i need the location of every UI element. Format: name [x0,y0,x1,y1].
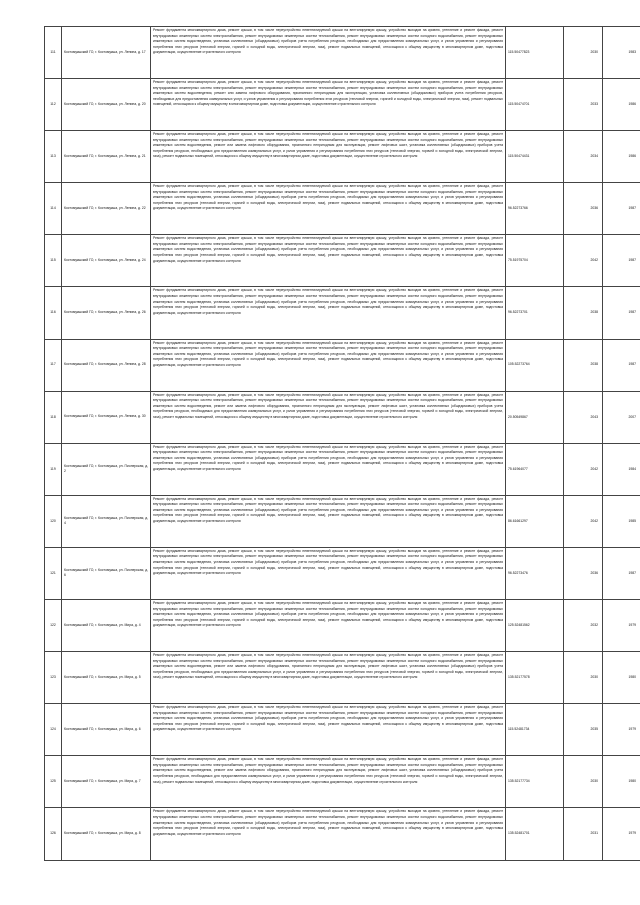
row-number: 124 [45,704,62,756]
table-body [45,27,640,861]
table-row [45,235,640,287]
table-row [45,79,640,131]
row-address: Костомукшский ГО, г. Костомукша, ул. Ленина, д. 17 [62,27,151,79]
row-address: Костомукшский ГО, г. Костомукша, ул. Ленина, д. 30 [62,391,151,443]
row-repair-year: 2042 [564,235,603,287]
row-works: Ремонт фундамента многоквартирного дома, ремонт крыши, в том числе переустройство невентилируемой крыши на вентилируемую крышу, устройство выходов на кровлю, утепление и ремонт фасада, ремонт внутридомовых инженерных систем электроснабжения, ремонт внутридомовых инженерных систем теплоснабжения, ремонт внутридомовых инженерных систем холодного водоснабжения, ремонт внутридомовых инженерных систем водоотведения, ремонт или замена лифтового оборудования, признанного непригодным для эксплуатации, ремонт лифтовых шахт, установка коллективных (общедомовых) приборов учета потребления ресурсов, необходимых для предоставления коммунальных услуг, и узлов управления и регулирования потребления этих ресурсов (тепловой энергии, горячей и холодной воды, электрической энергии, газа), ремонт подвальных помещений, относящихся к общему имуществу в многоквартирном доме, подготовка документации, осуществление строительного контроля [151,652,506,704]
row-repair-year: 2033 [564,79,603,131]
row-repair-year: 2036 [564,183,603,235]
table-row [45,391,640,443]
row-works: Ремонт фундамента многоквартирного дома, ремонт крыши, в том числе переустройство невентилируемой крыши на вентилируемую крышу, устройство выходов на кровлю, утепление и ремонт фасада, ремонт внутридомовых инженерных систем электроснабжения, ремонт внутридомовых инженерных систем теплоснабжения, ремонт внутридомовых инженерных систем холодного водоснабжения, ремонт внутридомовых инженерных систем водоотведения, установка коллективных (общедомовых) приборов учета потребления ресурсов, необходимых для предоставления коммунальных услуг, и узлов управления и регулирования потребления этих ресурсов (тепловой энергии, горячей и холодной воды, электрической энергии, газа), ремонт подвальных помещений, относящихся к общему имуществу в многоквартирном доме, подготовка документации, осуществление строительного контроля [151,443,506,495]
row-address: Костомукшский ГО, г. Костомукша, ул. Ленина, д. 28 [62,339,151,391]
row-works: Ремонт фундамента многоквартирного дома, ремонт крыши, в том числе переустройство невентилируемой крыши на вентилируемую крышу, устройство выходов на кровлю, утепление и ремонт фасада, ремонт внутридомовых инженерных систем электроснабжения, ремонт внутридомовых инженерных систем теплоснабжения, ремонт внутридомовых инженерных систем холодного водоснабжения, ремонт внутридомовых инженерных систем водоотведения, ремонт или замена лифтового оборудования, признанного непригодным для эксплуатации, установка коллективных (общедомовых) приборов учета потребления ресурсов, необходимых для предоставления коммунальных услуг, и узлов управления и регулирования потребления этих ресурсов (тепловой энергии, горячей и холодной воды, электрической энергии, газа), ремонт подвальных помещений, относящихся к общему имуществу в многоквартирном доме, подготовка документации, осуществление строительного контроля [151,79,506,131]
table-row [45,808,640,860]
row-number: 125 [45,756,62,808]
row-repair-year: 2031 [564,808,603,860]
row-build-year: 1986 [603,79,640,131]
row-number: 113 [45,131,62,183]
row-address: Костомукшский ГО, г. Костомукша, ул. Ленина, д. 24 [62,235,151,287]
row-repair-year: 2042 [564,495,603,547]
row-repair-year: 2030 [564,27,603,79]
row-works: Ремонт фундамента многоквартирного дома, ремонт крыши, в том числе переустройство невентилируемой крыши на вентилируемую крышу, устройство выходов на кровлю, утепление и ремонт фасада, ремонт внутридомовых инженерных систем электроснабжения, ремонт внутридомовых инженерных систем теплоснабжения, ремонт внутридомовых инженерных систем холодного водоснабжения, ремонт внутридомовых инженерных систем водоотведения, установка коллективных (общедомовых) приборов учета потребления ресурсов, необходимых для предоставления коммунальных услуг, и узлов управления и регулирования потребления этих ресурсов (тепловой энергии, горячей и холодной воды, электрической энергии, газа), ремонт подвальных помещений, относящихся к общему имуществу в многоквартирном доме, подготовка документации, осуществление строительного контроля [151,235,506,287]
row-cost: 135.52177734 [506,756,564,808]
row-number: 120 [45,495,62,547]
row-works: Ремонт фундамента многоквартирного дома, ремонт крыши, в том числе переустройство невентилируемой крыши на вентилируемую крышу, устройство выходов на кровлю, утепление и ремонт фасада, ремонт внутридомовых инженерных систем электроснабжения, ремонт внутридомовых инженерных систем теплоснабжения, ремонт внутридомовых инженерных систем холодного водоснабжения, ремонт внутридомовых инженерных систем водоотведения, установка коллективных (общедомовых) приборов учета потребления ресурсов, необходимых для предоставления коммунальных услуг, и узлов управления и регулирования потребления этих ресурсов (тепловой энергии, горячей и холодной воды, электрической энергии, газа), ремонт подвальных помещений, относящихся к общему имуществу в многоквартирном доме, подготовка документации, осуществление строительного контроля [151,704,506,756]
row-works: Ремонт фундамента многоквартирного дома, ремонт крыши, в том числе переустройство невентилируемой крыши на вентилируемую крышу, устройство выходов на кровлю, утепление и ремонт фасада, ремонт внутридомовых инженерных систем электроснабжения, ремонт внутридомовых инженерных систем теплоснабжения, ремонт внутридомовых инженерных систем холодного водоснабжения, ремонт внутридомовых инженерных систем водоотведения, установка коллективных (общедомовых) приборов учета потребления ресурсов, необходимых для предоставления коммунальных услуг, и узлов управления и регулирования потребления этих ресурсов (тепловой энергии, горячей и холодной воды, электрической энергии, газа), ремонт подвальных помещений, относящихся к общему имуществу в многоквартирном доме, подготовка документации, осуществление строительного контроля [151,27,506,79]
table-row [45,443,640,495]
capital-repair-table [44,26,640,861]
table-row [45,600,640,652]
row-works: Ремонт фундамента многоквартирного дома, ремонт крыши, в том числе переустройство невентилируемой крыши на вентилируемую крышу, устройство выходов на кровлю, утепление и ремонт фасада, ремонт внутридомовых инженерных систем электроснабжения, ремонт внутридомовых инженерных систем теплоснабжения, ремонт внутридомовых инженерных систем холодного водоснабжения, ремонт внутридомовых инженерных систем водоотведения, установка коллективных (общедомовых) приборов учета потребления ресурсов, необходимых для предоставления коммунальных услуг, и узлов управления и регулирования потребления этих ресурсов (тепловой энергии, горячей и холодной воды, электрической энергии, газа), ремонт подвальных помещений, относящихся к общему имуществу в многоквартирном доме, подготовка документации, осуществление строительного контроля [151,547,506,599]
row-works: Ремонт фундамента многоквартирного дома, ремонт крыши, в том числе переустройство невентилируемой крыши на вентилируемую крышу, устройство выходов на кровлю, утепление и ремонт фасада, ремонт внутридомовых инженерных систем электроснабжения, ремонт внутридомовых инженерных систем теплоснабжения, ремонт внутридомовых инженерных систем холодного водоснабжения, ремонт внутридомовых инженерных систем водоотведения, установка коллективных (общедомовых) приборов учета потребления ресурсов, необходимых для предоставления коммунальных услуг, и узлов управления и регулирования потребления этих ресурсов (тепловой энергии, горячей и холодной воды, электрической энергии, газа), ремонт подвальных помещений, относящихся к общему имуществу в многоквартирном доме, подготовка документации, осуществление строительного контроля [151,495,506,547]
row-works: Ремонт фундамента многоквартирного дома, ремонт крыши, в том числе переустройство невентилируемой крыши на вентилируемую крышу, устройство выходов на кровлю, утепление и ремонт фасада, ремонт внутридомовых инженерных систем электроснабжения, ремонт внутридомовых инженерных систем теплоснабжения, ремонт внутридомовых инженерных систем холодного водоснабжения, ремонт внутридомовых инженерных систем водоотведения, установка коллективных (общедомовых) приборов учета потребления ресурсов, необходимых для предоставления коммунальных услуг, и узлов управления и регулирования потребления этих ресурсов (тепловой энергии, горячей и холодной воды, электрической энергии, газа), ремонт подвальных помещений, относящихся к общему имуществу в многоквартирном доме, подготовка документации, осуществление строительного контроля [151,339,506,391]
row-build-year: 1987 [603,547,640,599]
row-repair-year: 2042 [564,443,603,495]
row-repair-year: 2043 [564,391,603,443]
row-repair-year: 2038 [564,287,603,339]
row-works: Ремонт фундамента многоквартирного дома, ремонт крыши, в том числе переустройство невентилируемой крыши на вентилируемую крышу, устройство выходов на кровлю, утепление и ремонт фасада, ремонт внутридомовых инженерных систем электроснабжения, ремонт внутридомовых инженерных систем теплоснабжения, ремонт внутридомовых инженерных систем холодного водоснабжения, ремонт внутридомовых инженерных систем водоотведения, ремонт или замена лифтового оборудования, признанного непригодным для эксплуатации, ремонт лифтовых шахт, установка коллективных (общедомовых) приборов учета потребления ресурсов, необходимых для предоставления коммунальных услуг, и узлов управления и регулирования потребления этих ресурсов (тепловой энергии, горячей и холодной воды, электрической энергии, газа), ремонт подвальных помещений, относящихся к общему имуществу в многоквартирном доме, подготовка документации, осуществление строительного контроля [151,391,506,443]
row-cost: 96.52273701 [506,287,564,339]
row-address: Костомукшский ГО, г. Костомукша, ул. Мира, д. 4 [62,600,151,652]
row-cost: 115.50474431 [506,131,564,183]
row-works: Ремонт фундамента многоквартирного дома, ремонт крыши, в том числе переустройство невентилируемой крыши на вентилируемую крышу, устройство выходов на кровлю, утепление и ремонт фасада, ремонт внутридомовых инженерных систем электроснабжения, ремонт внутридомовых инженерных систем теплоснабжения, ремонт внутридомовых инженерных систем холодного водоснабжения, ремонт внутридомовых инженерных систем водоотведения, ремонт или замена лифтового оборудования, признанного непригодным для эксплуатации, ремонт лифтовых шахт, установка коллективных (общедомовых) приборов учета потребления ресурсов, необходимых для предоставления коммунальных услуг, и узлов управления и регулирования потребления этих ресурсов (тепловой энергии, горячей и холодной воды, электрической энергии, газа), ремонт подвальных помещений, относящихся к общему имуществу в многоквартирном доме, подготовка документации, осуществление строительного контроля [151,756,506,808]
row-number: 122 [45,600,62,652]
row-number: 121 [45,547,62,599]
row-address: Костомукшский ГО, г. Костомукша, ул. Ленина, д. 26 [62,287,151,339]
row-works: Ремонт фундамента многоквартирного дома, ремонт крыши, в том числе переустройство невентилируемой крыши на вентилируемую крышу, устройство выходов на кровлю, утепление и ремонт фасада, ремонт внутридомовых инженерных систем электроснабжения, ремонт внутридомовых инженерных систем теплоснабжения, ремонт внутридомовых инженерных систем холодного водоснабжения, ремонт внутридомовых инженерных систем водоотведения, ремонт или замена лифтового оборудования, признанного непригодным для эксплуатации, ремонт лифтовых шахт, установка коллективных (общедомовых) приборов учета потребления ресурсов, необходимых для предоставления коммунальных услуг, и узлов управления и регулирования потребления этих ресурсов (тепловой энергии, горячей и холодной воды, электрической энергии, газа), ремонт подвальных помещений, относящихся к общему имуществу в многоквартирном доме, подготовка документации, осуществление строительного контроля [151,131,506,183]
row-number: 123 [45,652,62,704]
row-repair-year: 2030 [564,756,603,808]
row-address: Костомукшский ГО, г. Костомукша, ул. Пионерская, д. 6 [62,547,151,599]
row-address: Костомукшский ГО, г. Костомукша, ул. Мира, д. 7 [62,756,151,808]
row-build-year: 1980 [603,652,640,704]
table-row [45,287,640,339]
row-repair-year: 2036 [564,547,603,599]
row-works: Ремонт фундамента многоквартирного дома, ремонт крыши, в том числе переустройство невентилируемой крыши на вентилируемую крышу, устройство выходов на кровлю, утепление и ремонт фасада, ремонт внутридомовых инженерных систем электроснабжения, ремонт внутридомовых инженерных систем теплоснабжения, ремонт внутридомовых инженерных систем холодного водоснабжения, ремонт внутридомовых инженерных систем водоотведения, установка коллективных (общедомовых) приборов учета потребления ресурсов, необходимых для предоставления коммунальных услуг, и узлов управления и регулирования потребления этих ресурсов (тепловой энергии, горячей и холодной воды, электрической энергии, газа), ремонт подвальных помещений, относящихся к общему имуществу в многоквартирном доме, подготовка документации, осуществление строительного контроля [151,600,506,652]
row-build-year: 1987 [603,235,640,287]
row-repair-year: 2034 [564,131,603,183]
row-number: 119 [45,443,62,495]
row-number: 114 [45,183,62,235]
table-row [45,547,640,599]
row-address: Костомукшский ГО, г. Костомукша, ул. Ленина, д. 21 [62,131,151,183]
row-cost: 115.52481734 [506,704,564,756]
row-repair-year: 2032 [564,600,603,652]
row-cost: 75.61964077 [506,443,564,495]
row-number: 126 [45,808,62,860]
row-build-year: 1987 [603,287,640,339]
table-row [45,756,640,808]
row-build-year: 1987 [603,183,640,235]
table-row [45,27,640,79]
row-works: Ремонт фундамента многоквартирного дома, ремонт крыши, в том числе переустройство невентилируемой крыши на вентилируемую крышу, устройство выходов на кровлю, утепление и ремонт фасада, ремонт внутридомовых инженерных систем электроснабжения, ремонт внутридомовых инженерных систем теплоснабжения, ремонт внутридомовых инженерных систем холодного водоснабжения, ремонт внутридомовых инженерных систем водоотведения, установка коллективных (общедомовых) приборов учета потребления ресурсов, необходимых для предоставления коммунальных услуг, и узлов управления и регулирования потребления этих ресурсов (тепловой энергии, горячей и холодной воды, электрической энергии, газа), ремонт подвальных помещений, относящихся к общему имуществу в многоквартирном доме, подготовка документации, осуществление строительного контроля [151,183,506,235]
row-address: Костомукшский ГО, г. Костомукша, ул. Мира, д. 8 [62,808,151,860]
row-number: 112 [45,79,62,131]
row-number: 117 [45,339,62,391]
row-build-year: 1979 [603,704,640,756]
row-build-year: 1986 [603,131,640,183]
row-number: 118 [45,391,62,443]
row-cost: 125.52481562 [506,600,564,652]
row-number: 111 [45,27,62,79]
row-build-year: 2007 [603,391,640,443]
row-build-year: 1979 [603,808,640,860]
table-row [45,495,640,547]
table-row [45,183,640,235]
row-cost: 135.52481701 [506,808,564,860]
table-row [45,652,640,704]
row-address: Костомукшский ГО, г. Костомукша, ул. Ленина, д. 20 [62,79,151,131]
row-number: 115 [45,235,62,287]
row-build-year: 1984 [603,443,640,495]
row-cost: 75.51975704 [506,235,564,287]
row-address: Костомукшский ГО, г. Костомукша, ул. Мира, д. 6 [62,704,151,756]
row-cost: 96.52273476 [506,547,564,599]
document-sheet [44,26,636,861]
row-build-year: 1983 [603,27,640,79]
row-cost: 86.61661297 [506,495,564,547]
row-cost: 115.50477823 [506,27,564,79]
row-cost: 20.50549867 [506,391,564,443]
row-repair-year: 2030 [564,652,603,704]
row-build-year: 1987 [603,339,640,391]
row-address: Костомукшский ГО, г. Костомукша, ул. Пионерская, д. 2 [62,443,151,495]
row-works: Ремонт фундамента многоквартирного дома, ремонт крыши, в том числе переустройство невентилируемой крыши на вентилируемую крышу, устройство выходов на кровлю, утепление и ремонт фасада, ремонт внутридомовых инженерных систем электроснабжения, ремонт внутридомовых инженерных систем теплоснабжения, ремонт внутридомовых инженерных систем холодного водоснабжения, ремонт внутридомовых инженерных систем водоотведения, установка коллективных (общедомовых) приборов учета потребления ресурсов, необходимых для предоставления коммунальных услуг, и узлов управления и регулирования потребления этих ресурсов (тепловой энергии, горячей и холодной воды, электрической энергии, газа), ремонт подвальных помещений, относящихся к общему имуществу в многоквартирном доме, подготовка документации, осуществление строительного контроля [151,287,506,339]
row-cost: 96.52273766 [506,183,564,235]
row-cost: 105.52273764 [506,339,564,391]
row-build-year: 1979 [603,600,640,652]
row-address: Костомукшский ГО, г. Костомукша, ул. Мира, д. 5 [62,652,151,704]
row-repair-year: 2035 [564,704,603,756]
row-works: Ремонт фундамента многоквартирного дома, ремонт крыши, в том числе переустройство невентилируемой крыши на вентилируемую крышу, устройство выходов на кровлю, утепление и ремонт фасада, ремонт внутридомовых инженерных систем электроснабжения, ремонт внутридомовых инженерных систем теплоснабжения, ремонт внутридомовых инженерных систем холодного водоснабжения, ремонт внутридомовых инженерных систем водоотведения, установка коллективных (общедомовых) приборов учета потребления ресурсов, необходимых для предоставления коммунальных услуг, и узлов управления и регулирования потребления этих ресурсов (тепловой энергии, горячей и холодной воды, электрической энергии, газа), ремонт подвальных помещений, относящихся к общему имуществу в многоквартирном доме, подготовка документации, осуществление строительного контроля [151,808,506,860]
row-cost: 115.50474701 [506,79,564,131]
row-address: Костомукшский ГО, г. Костомукша, ул. Ленина, д. 22 [62,183,151,235]
table-row [45,339,640,391]
row-cost: 135.52177578 [506,652,564,704]
row-build-year: 1985 [603,495,640,547]
row-address: Костомукшский ГО, г. Костомукша, ул. Пионерская, д. 4 [62,495,151,547]
table-row [45,131,640,183]
row-build-year: 1980 [603,756,640,808]
row-repair-year: 2038 [564,339,603,391]
row-number: 116 [45,287,62,339]
table-row [45,704,640,756]
